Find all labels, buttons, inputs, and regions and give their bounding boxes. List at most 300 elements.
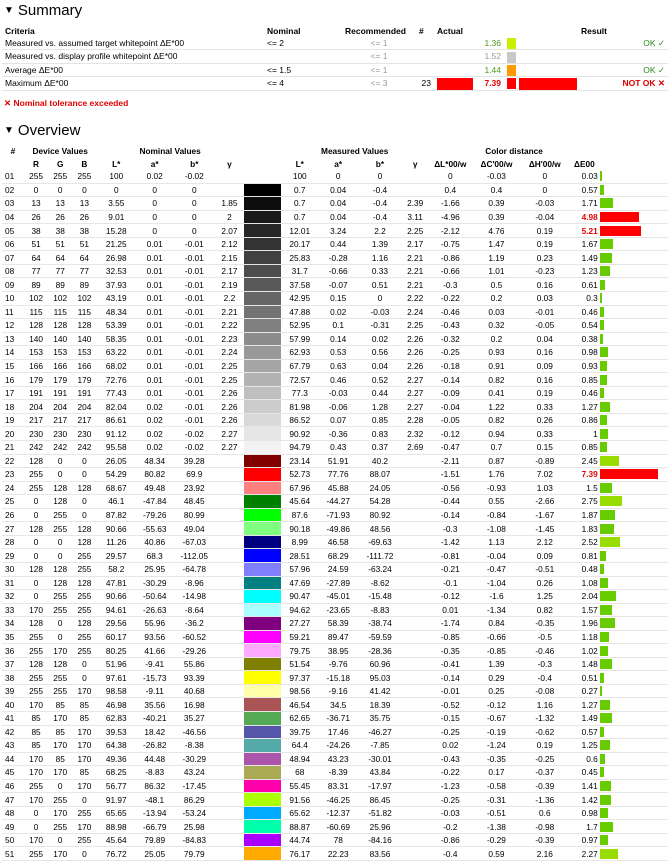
delta-e-bar [600, 767, 604, 777]
overview-row [2, 847, 668, 861]
nominal-value: 11.26 [97, 535, 137, 549]
device-value: 191 [24, 386, 48, 400]
nominal-value [215, 766, 244, 780]
delta-value: -1.6 [472, 590, 520, 604]
nominal-swatch [244, 671, 262, 685]
overview-section-toggle[interactable] [4, 122, 80, 140]
delta-value: -0.93 [472, 481, 520, 495]
delta-e-bar [600, 795, 611, 805]
delta-e-bar [600, 347, 608, 357]
nominal-value: 95.58 [97, 441, 137, 455]
delta-value: -0.31 [472, 793, 520, 807]
delta-e-bar [600, 293, 602, 303]
overview-row [2, 833, 668, 847]
device-value: 13 [72, 197, 96, 211]
recommended-cell: <= 1 [342, 63, 416, 76]
nominal-swatch [244, 373, 262, 387]
measured-value: -30.01 [358, 752, 402, 766]
nominal-value: 64.38 [97, 739, 137, 753]
delta-value: 0.16 [521, 373, 569, 387]
device-value: 0 [24, 806, 48, 820]
nominal-value: -46.56 [173, 725, 215, 739]
measured-swatch [261, 617, 281, 631]
overview-row [2, 170, 668, 183]
measured-value: -0.36 [318, 427, 358, 441]
nominal-swatch [244, 562, 262, 576]
delta-value: -1.66 [428, 197, 472, 211]
delta-value: -2.66 [521, 495, 569, 509]
measured-value [402, 671, 428, 685]
nominal-value: 40.86 [136, 535, 173, 549]
nominal-value [215, 725, 244, 739]
measured-value: -12.37 [318, 806, 358, 820]
overview-table [2, 145, 668, 861]
measured-swatch [261, 508, 281, 522]
nominal-swatch [244, 793, 262, 807]
device-value: 128 [72, 535, 96, 549]
delta-value: -0.98 [521, 820, 569, 834]
measured-value [402, 468, 428, 482]
delta-value: -0.14 [428, 373, 472, 387]
measured-value: 45.64 [281, 495, 318, 509]
device-value: 0 [72, 495, 96, 509]
summary-table [2, 25, 668, 91]
delta-e-bar-cell [600, 535, 668, 549]
delta-e-value: 2.45 [569, 454, 600, 468]
device-value: 204 [24, 400, 48, 414]
device-value: 128 [48, 657, 72, 671]
device-value: 64 [72, 251, 96, 265]
patch-index: 30 [2, 562, 24, 576]
delta-e-bar [600, 713, 612, 723]
measured-value: 2.26 [402, 346, 428, 360]
delta-value: 0.33 [521, 400, 569, 414]
measured-value: 0.04 [318, 197, 358, 211]
delta-value: -0.47 [472, 562, 520, 576]
nominal-value: 26.05 [97, 454, 137, 468]
delta-value: -0.29 [472, 833, 520, 847]
delta-e-bar-cell [600, 590, 668, 604]
nominal-value: 55.86 [173, 657, 215, 671]
nominal-value: 26.98 [97, 251, 137, 265]
measured-value: 60.96 [358, 657, 402, 671]
device-value: 85 [24, 725, 48, 739]
delta-e-bar [600, 781, 611, 791]
nominal-value [215, 495, 244, 509]
device-value: 77 [72, 264, 96, 278]
nominal-value: -60.52 [173, 630, 215, 644]
delta-value: -0.18 [428, 359, 472, 373]
device-value: 0 [72, 454, 96, 468]
measured-value: 72.57 [281, 373, 318, 387]
delta-e-bar-cell [600, 197, 668, 211]
nominal-value: -0.01 [173, 400, 215, 414]
delta-value: -1.45 [521, 522, 569, 536]
delta-e-value: 0.98 [569, 346, 600, 360]
delta-value: 0.82 [472, 413, 520, 427]
device-value: 0 [24, 590, 48, 604]
delta-e-value: 2.52 [569, 535, 600, 549]
device-value: 13 [24, 197, 48, 211]
patch-index: 08 [2, 264, 24, 278]
device-value: 89 [72, 278, 96, 292]
measured-swatch [261, 319, 281, 333]
summary-header-nominal: Nominal [267, 26, 301, 36]
delta-value: -0.25 [428, 725, 472, 739]
delta-value: -0.35 [521, 617, 569, 631]
measured-value: 0.04 [358, 359, 402, 373]
nominal-swatch [244, 779, 262, 793]
actual-swatch [507, 65, 516, 76]
device-value: 179 [24, 373, 48, 387]
delta-value: -0.04 [521, 210, 569, 224]
measured-swatch [261, 197, 281, 211]
nominal-value: 68.3 [136, 549, 173, 563]
measured-value: 2.21 [402, 278, 428, 292]
patch-index: 11 [2, 305, 24, 319]
delta-e-bar [600, 618, 615, 628]
nominal-swatch [244, 278, 262, 292]
measured-swatch [261, 793, 281, 807]
measured-value: 83.31 [318, 779, 358, 793]
measured-value: 0.02 [358, 332, 402, 346]
delta-e-bar-cell [600, 386, 668, 400]
summary-header-actual: Actual [437, 26, 463, 36]
delta-e-bar-cell [600, 292, 668, 306]
measured-value [402, 617, 428, 631]
delta-value: -0.12 [428, 590, 472, 604]
device-value: 128 [72, 576, 96, 590]
delta-e-bar-cell [600, 224, 668, 238]
overview-row [2, 657, 668, 671]
delta-value: -0.37 [521, 766, 569, 780]
delta-e-bar [600, 740, 610, 750]
nominal-value [215, 549, 244, 563]
nominal-value: 0 [136, 210, 173, 224]
delta-e-value: 0.46 [569, 305, 600, 319]
result-cell [578, 50, 668, 63]
delta-value: -0.4 [428, 847, 472, 861]
delta-e-value: 0.86 [569, 413, 600, 427]
measured-value: 58.39 [318, 617, 358, 631]
criteria-cell: Measured vs. display profile whitepoint ΔE*00 [2, 50, 264, 63]
nominal-value: 21.25 [97, 237, 137, 251]
delta-e-bar [600, 578, 608, 588]
actual-cell: 1.52 [478, 50, 504, 63]
nominal-value [215, 576, 244, 590]
nominal-value: 0.01 [136, 373, 173, 387]
delta-e-value: 0.81 [569, 549, 600, 563]
delta-e-bar [600, 686, 602, 696]
actual-swatch-cell [504, 63, 516, 76]
measured-swatch [261, 711, 281, 725]
device-value: 255 [72, 562, 96, 576]
device-value: 170 [24, 603, 48, 617]
nominal-value: 46.1 [97, 495, 137, 509]
device-value: 0 [48, 549, 72, 563]
nominal-value: 49.48 [136, 481, 173, 495]
nominal-value: 2.2 [215, 292, 244, 306]
device-value: 128 [24, 657, 48, 671]
delta-value: -0.39 [521, 779, 569, 793]
device-value: 255 [48, 603, 72, 617]
nominal-value: 0.01 [136, 332, 173, 346]
nominal-value: 68.25 [97, 766, 137, 780]
measured-swatch [261, 278, 281, 292]
device-value: 0 [48, 468, 72, 482]
measured-value: 38.95 [318, 644, 358, 658]
delta-value: 1.76 [472, 468, 520, 482]
delta-e-bar [600, 673, 604, 683]
count-cell [416, 37, 434, 50]
nominal-value: 39.53 [97, 725, 137, 739]
measured-value: -0.06 [318, 400, 358, 414]
delta-e-bar [600, 198, 613, 208]
criteria-cell: Maximum ΔE*00 [2, 76, 264, 90]
patch-index: 13 [2, 332, 24, 346]
measured-value: 18.39 [358, 698, 402, 712]
actual-cell: 7.39 [478, 76, 504, 90]
delta-value: 0.19 [521, 739, 569, 753]
summary-section-toggle[interactable] [4, 2, 82, 20]
delta-value: 0.19 [521, 224, 569, 238]
summary-header-recommended: Recommended [345, 26, 406, 36]
device-value: 89 [24, 278, 48, 292]
delta-value: -1.36 [521, 793, 569, 807]
delta-value: 0.19 [521, 386, 569, 400]
measured-value: 81.98 [281, 400, 318, 414]
patch-index: 23 [2, 468, 24, 482]
delta-value: 0.16 [521, 278, 569, 292]
nominal-value: 0 [173, 183, 215, 197]
delta-value: 0.84 [472, 617, 520, 631]
device-value: 128 [48, 576, 72, 590]
overview-row [2, 454, 668, 468]
device-value: 179 [72, 373, 96, 387]
measured-value: 46.54 [281, 698, 318, 712]
nominal-value [215, 590, 244, 604]
measured-swatch [261, 400, 281, 414]
nominal-swatch [244, 644, 262, 658]
delta-e-value: 1.27 [569, 400, 600, 414]
measured-swatch [261, 210, 281, 224]
delta-value: 0.4 [472, 183, 520, 197]
delta-e-bar [600, 361, 607, 371]
overview-row [2, 630, 668, 644]
measured-value [402, 630, 428, 644]
nominal-value: 80.25 [97, 644, 137, 658]
delta-value: 0.39 [472, 210, 520, 224]
device-value: 217 [72, 413, 96, 427]
nominal-swatch [244, 508, 262, 522]
measured-value: 0.33 [358, 264, 402, 278]
delta-value: -0.62 [521, 725, 569, 739]
delta-value: -0.86 [428, 251, 472, 265]
delta-e-value: 1.25 [569, 739, 600, 753]
measured-value: 35.75 [358, 711, 402, 725]
delta-value: -0.05 [521, 319, 569, 333]
measured-swatch [261, 549, 281, 563]
device-value: 64 [24, 251, 48, 265]
delta-e-bar-cell [600, 725, 668, 739]
device-value: 0 [72, 793, 96, 807]
measured-swatch [261, 346, 281, 360]
nominal-swatch [244, 698, 262, 712]
measured-value: 55.45 [281, 779, 318, 793]
device-value: 0 [24, 535, 48, 549]
patch-index: 33 [2, 603, 24, 617]
nominal-value: 0.01 [136, 386, 173, 400]
measured-value: -46.27 [358, 725, 402, 739]
nominal-value: 68.02 [97, 359, 137, 373]
measured-value: -84.16 [358, 833, 402, 847]
delta-e-bar [600, 171, 602, 181]
measured-value: 89.47 [318, 630, 358, 644]
patch-index: 40 [2, 698, 24, 712]
measured-value: 83.56 [358, 847, 402, 861]
delta-value: 2.16 [521, 847, 569, 861]
delta-value: 0.39 [472, 197, 520, 211]
delta-value: -0.85 [428, 630, 472, 644]
delta-value: 0.55 [472, 495, 520, 509]
measured-value: -44.27 [318, 495, 358, 509]
nominal-value: 79.79 [173, 847, 215, 861]
nominal-value: 32.53 [97, 264, 137, 278]
measured-swatch [261, 806, 281, 820]
delta-value: -0.66 [472, 630, 520, 644]
delta-value: -0.1 [428, 576, 472, 590]
measured-value: 2.2 [358, 224, 402, 238]
patch-index: 03 [2, 197, 24, 211]
device-value: 0 [72, 183, 96, 197]
delta-value: 1.19 [472, 251, 520, 265]
delta-value: -0.81 [428, 549, 472, 563]
nominal-value: 2.17 [215, 264, 244, 278]
measured-value: -0.31 [358, 319, 402, 333]
measured-value: 77.3 [281, 386, 318, 400]
count-bar-cell [434, 37, 478, 50]
nominal-swatch [244, 617, 262, 631]
delta-e-bar-cell [600, 346, 668, 360]
measured-value: -59.59 [358, 630, 402, 644]
delta-e-bar-cell [600, 237, 668, 251]
nominal-value: 97.61 [97, 671, 137, 685]
nominal-value: 56.77 [97, 779, 137, 793]
device-value: 255 [24, 468, 48, 482]
delta-e-value: 0.45 [569, 766, 600, 780]
delta-e-bar-cell [600, 481, 668, 495]
delta-value: 0 [521, 170, 569, 183]
delta-value: -1.42 [428, 535, 472, 549]
delta-e-bar [600, 226, 641, 236]
delta-e-value: 0.85 [569, 373, 600, 387]
overview-row [2, 346, 668, 360]
measured-value [402, 603, 428, 617]
nominal-value: 37.93 [97, 278, 137, 292]
delta-e-bar-cell [600, 549, 668, 563]
measured-value [402, 847, 428, 861]
nominal-value: 2.22 [215, 319, 244, 333]
nominal-value: -0.01 [173, 264, 215, 278]
delta-e-bar-cell [600, 264, 668, 278]
device-value: 217 [24, 413, 48, 427]
patch-index: 21 [2, 441, 24, 455]
nominal-swatch [244, 441, 262, 455]
overview-row [2, 562, 668, 576]
nominal-value [215, 671, 244, 685]
measured-value: 0.04 [318, 183, 358, 197]
nominal-value: -0.01 [173, 386, 215, 400]
delta-value: -1.32 [521, 711, 569, 725]
nominal-swatch [244, 766, 262, 780]
delta-e-bar [600, 632, 609, 642]
delta-e-bar-cell [600, 441, 668, 455]
nominal-value: 68.67 [97, 481, 137, 495]
device-value: 128 [72, 319, 96, 333]
delta-e-bar-cell [600, 617, 668, 631]
measured-value: -69.63 [358, 535, 402, 549]
patch-index: 28 [2, 535, 24, 549]
delta-value: 0.5 [472, 278, 520, 292]
nominal-swatch [244, 833, 262, 847]
delta-e-value: 1.7 [569, 820, 600, 834]
nominal-value: 48.45 [173, 495, 215, 509]
delta-e-bar-cell [600, 495, 668, 509]
patch-index: 50 [2, 833, 24, 847]
delta-e-bar [600, 727, 604, 737]
nominal-swatch [244, 224, 262, 238]
patch-index: 07 [2, 251, 24, 265]
measured-swatch [261, 292, 281, 306]
device-value: 242 [24, 441, 48, 455]
nominal-value: 46.98 [97, 698, 137, 712]
measured-value: 95.03 [358, 671, 402, 685]
overview-row [2, 292, 668, 306]
measured-value: 67.96 [281, 481, 318, 495]
delta-value: 0.01 [428, 603, 472, 617]
delta-e-bar-cell [600, 779, 668, 793]
measured-value: 90.92 [281, 427, 318, 441]
delta-value: 0.2 [472, 292, 520, 306]
device-value: 77 [48, 264, 72, 278]
nominal-swatch [244, 210, 262, 224]
delta-e-value: 1.87 [569, 508, 600, 522]
device-value: 170 [48, 806, 72, 820]
nominal-value: -0.01 [173, 237, 215, 251]
delta-value: -2.11 [428, 454, 472, 468]
nominal-value: -53.24 [173, 806, 215, 820]
device-value: 170 [72, 684, 96, 698]
nominal-swatch [244, 400, 262, 414]
col-measured-a: a* [334, 158, 343, 169]
nominal-value: 40.68 [173, 684, 215, 698]
nominal-swatch [244, 292, 262, 306]
measured-value [402, 820, 428, 834]
device-value: 38 [72, 224, 96, 238]
measured-value: -27.89 [318, 576, 358, 590]
col-nominal-L: L* [112, 158, 121, 169]
device-value: 255 [24, 684, 48, 698]
nominal-value: 49.04 [173, 522, 215, 536]
nominal-value: -9.11 [136, 684, 173, 698]
measured-value: 98.56 [281, 684, 318, 698]
overview-row [2, 535, 668, 549]
overview-row [2, 427, 668, 441]
nominal-value: -17.45 [173, 779, 215, 793]
nominal-swatch [244, 630, 262, 644]
nominal-value: 47.81 [97, 576, 137, 590]
nominal-value: -29.26 [173, 644, 215, 658]
